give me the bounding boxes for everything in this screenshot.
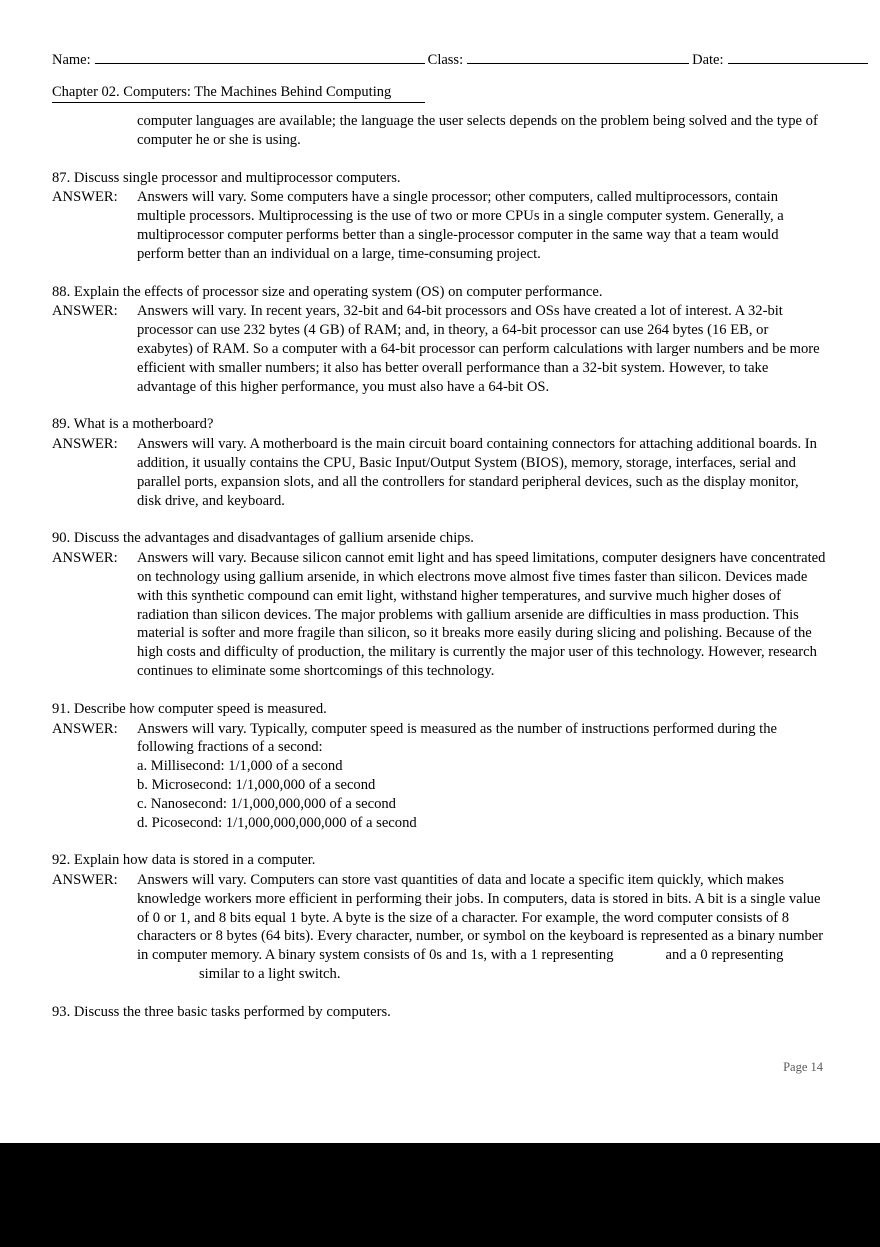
answer-segment-3: similar to a light switch. [199, 966, 341, 983]
answer-paragraph-88: Answers will vary. In recent years, 32-bit and 64-bit processors and OSs have created a lot of interest. A 32-bit processor can use 232 bytes (4 GB) of RAM; and, in theory, a 64-bit processor can use 264 bytes (16 EB, or exabytes) of RAM. So a computer with a 64-bit processor can perform calculations with larger numbers and be more efficient with smaller numbers; it also has better overall performance than a 32-bit system. However, to take advantage of this higher performance, you must also have a 64-bit OS. [137, 303, 820, 395]
answer-row-87 [52, 188, 826, 263]
question-prompt-88: 88. Explain the effects of processor size and operating system (OS) on computer performance. [52, 283, 603, 300]
question-prompt-93: 93. Discuss the three basic tasks performed by computers. [52, 1003, 391, 1020]
answer-row-91 [52, 720, 826, 833]
speed-unit-list [137, 757, 826, 832]
answer-text-91 [137, 720, 826, 833]
answer-text-90 [137, 549, 826, 681]
question-prompt-89: 89. What is a motherboard? [52, 416, 214, 433]
continuation-paragraph: computer languages are available; the language the user selects depends on the problem being solved and the type of computer he or she is using. [137, 113, 818, 148]
answer-label-88: ANSWER: [52, 303, 118, 320]
question-prompt-92: 92. Explain how data is stored in a computer. [52, 852, 316, 869]
answer-row-89 [52, 435, 826, 510]
question-block-87 [52, 169, 826, 264]
question-block-88 [52, 283, 826, 397]
class-blank-field[interactable] [467, 51, 689, 64]
answer-label-89: ANSWER: [52, 436, 118, 453]
question-block-91 [52, 700, 826, 833]
answer-segment-1: Answers will vary. Computers can store vast quantities of data and locate a specific item quickly, which makes knowledge workers more efficient in performing their jobs. In computers, data is stored in bits. A bit is a single value of 0 or 1, and 8 bits equal 1 byte. A byte is the size of a character. For example, the word computer consists of 8 characters or 8 bytes (64 bits). Every character, number, or symbol on the keyboard is represented as a binary number in computer memory. A binary system consists of 0s and 1s, with a 1 representing [137, 872, 824, 964]
answer-label-90: ANSWER: [52, 550, 118, 567]
answer-row-88 [52, 302, 826, 396]
question-prompt-90: 90. Discuss the advantages and disadvantages of gallium arsenide chips. [52, 530, 474, 547]
page-number-footer: Page 14 [783, 1060, 823, 1074]
list-item: b. Microsecond: 1/1,000,000 of a second [137, 776, 376, 793]
bottom-black-band [0, 1143, 880, 1247]
answer-text-92 [137, 871, 826, 984]
list-item: a. Millisecond: 1/1,000 of a second [137, 758, 343, 775]
answer-label-91: ANSWER: [52, 720, 118, 737]
name-label: Name: [52, 52, 91, 68]
date-label: Date: [692, 52, 724, 68]
answer-paragraph-87: Answers will vary. Some computers have a single processor; other computers, called multiprocessors, contain multiple processors. Multiprocessing is the use of two or more CPUs in a single computer system. Generally, a multiprocessor computer performs better than a single-processor computer in the same way that a team would perform better than an individual on a large, time-consuming project. [137, 189, 784, 262]
question-block-90 [52, 529, 826, 680]
answer-text-87 [137, 188, 826, 263]
answer-paragraph-91: Answers will vary. Typically, computer speed is measured as the number of instructions performed during the following fractions of a second: [137, 720, 777, 756]
answer-paragraph-92 [137, 871, 826, 984]
question-prompt-87: 87. Discuss single processor and multiprocessor computers. [52, 169, 401, 186]
answer-row-92 [52, 871, 826, 984]
answer-paragraph-89: Answers will vary. A motherboard is the main circuit board containing connectors for attaching additional boards. In addition, it usually contains the CPU, Basic Input/Output System (BIOS), memory, storage, interfaces, serial and parallel ports, expansion slots, and all the controllers for standard peripheral devices, such as the display monitor, disk drive, and keyboard. [137, 436, 817, 509]
question-block-89 [52, 415, 826, 510]
document-body [52, 112, 826, 1022]
chapter-title: Chapter 02. Computers: The Machines Behind Computing [52, 84, 425, 103]
question-block-93 [52, 1003, 826, 1022]
answer-label-87: ANSWER: [52, 189, 118, 206]
answer-label-92: ANSWER: [52, 872, 118, 889]
question-block-92 [52, 851, 826, 984]
class-label: Class: [427, 52, 464, 68]
list-item: d. Picosecond: 1/1,000,000,000,000 of a second [137, 814, 417, 831]
name-blank-field[interactable] [95, 51, 425, 64]
answer-text-88 [137, 302, 826, 396]
answer-paragraph-90: Answers will vary. Because silicon cannot emit light and has speed limitations, computer designers have concentrated on technology using gallium arsenide, in which electrons move almost five times faster than silicon. Devices made with this synthetic compound can emit light, withstand higher temperatures, and survive much higher doses of radiation than silicon devices. The major problems with gallium arsenide are difficulties in mass production. This material is softer and more fragile than silicon, so it breaks more easily during slicing and polishing. Because of the high costs and difficulty of production, the military is currently the major user of this technology. However, research continues to eliminate some shortcomings of this technology. [137, 550, 826, 679]
list-item: c. Nanosecond: 1/1,000,000,000 of a second [137, 795, 396, 812]
student-info-header [52, 51, 828, 71]
question-prompt-91: 91. Describe how computer speed is measured. [52, 700, 327, 717]
answer-row-90 [52, 549, 826, 681]
answer-segment-2: and a 0 representing [665, 947, 784, 964]
date-blank-field[interactable] [728, 51, 868, 64]
answer-text-89 [137, 435, 826, 510]
